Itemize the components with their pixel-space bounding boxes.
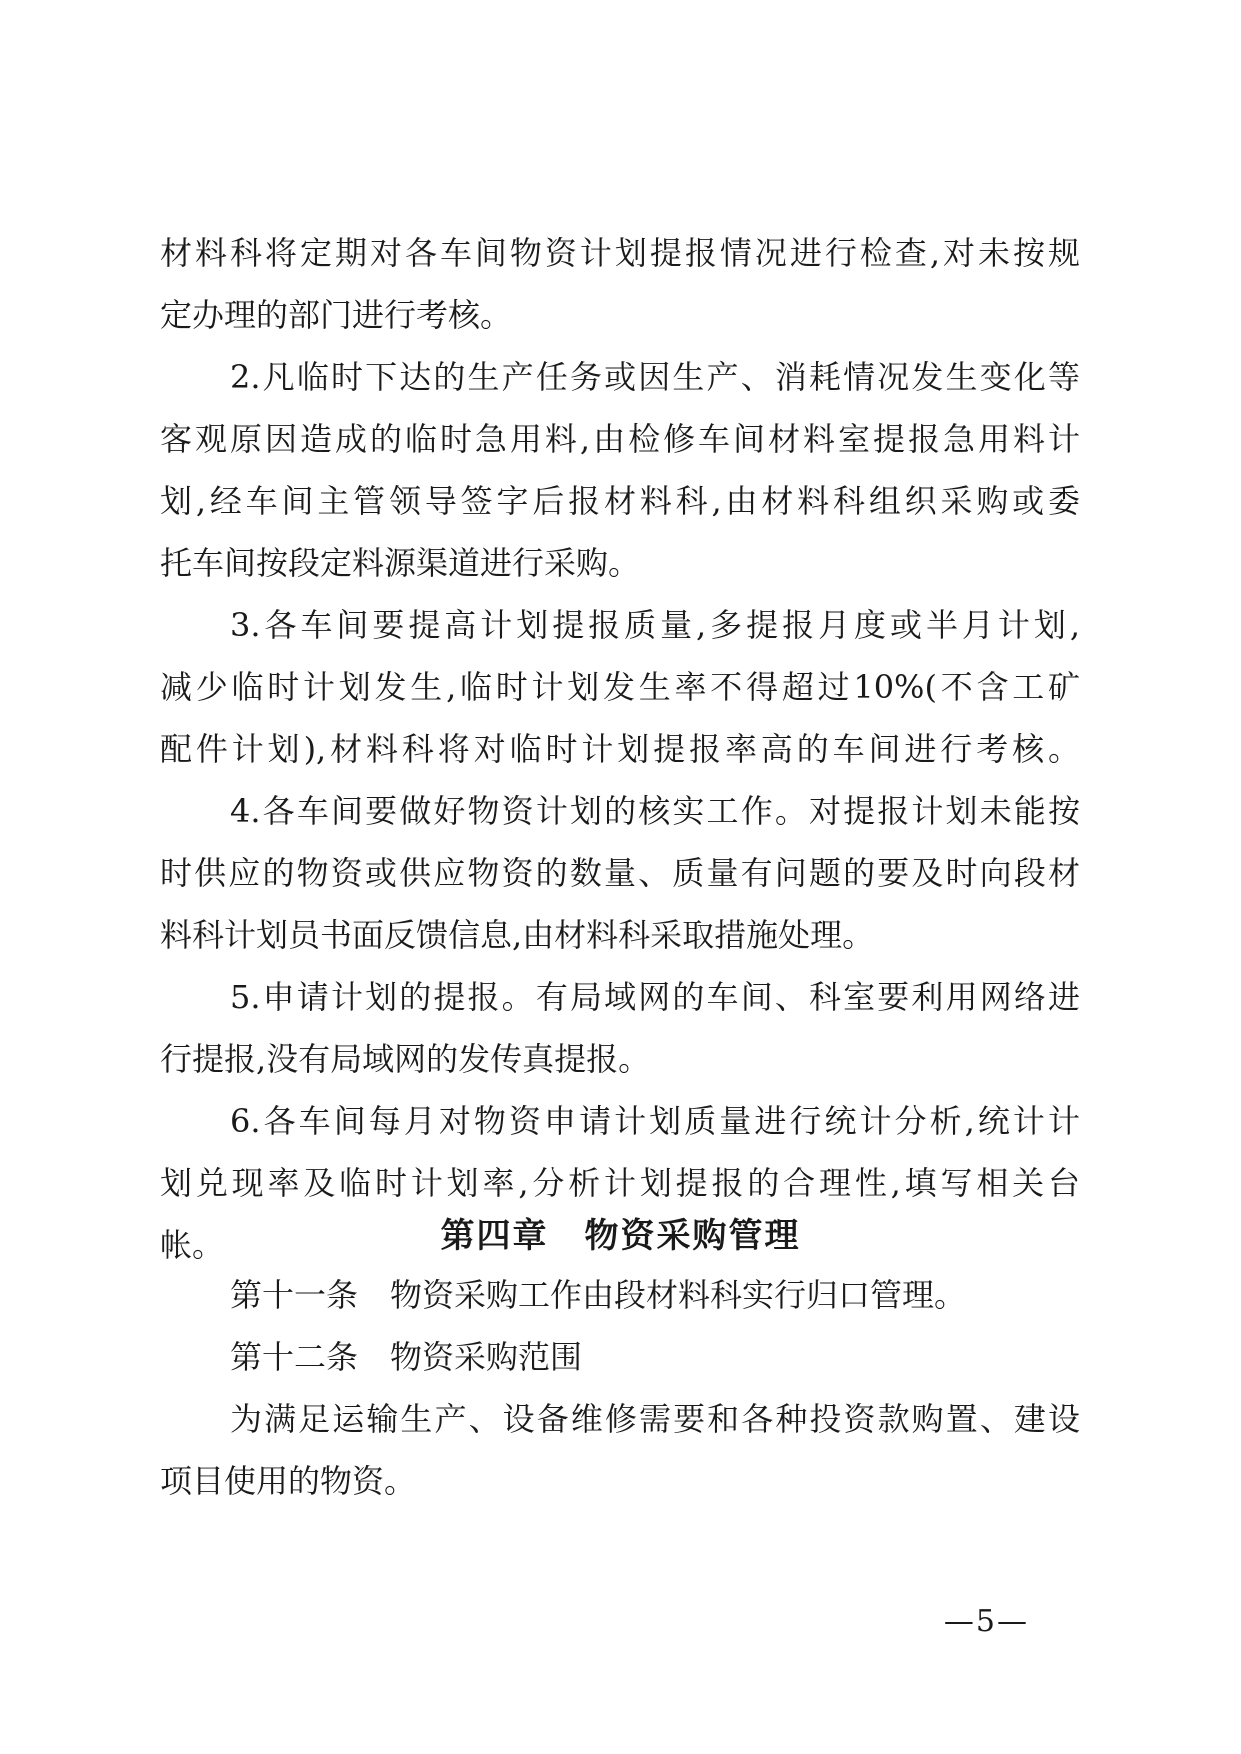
paragraph-line: 4.各车间要做好物资计划的核实工作。对提报计划未能按 bbox=[230, 792, 1080, 830]
paragraph-line: 2.凡临时下达的生产任务或因生产、消耗情况发生变化等 bbox=[230, 358, 1080, 396]
paragraph-line: 料科计划员书面反馈信息,由材料科采取措施处理。 bbox=[160, 916, 875, 954]
article-line: 第十二条 物资采购范围 bbox=[230, 1338, 583, 1376]
paragraph-line: 项目使用的物资。 bbox=[160, 1462, 417, 1500]
paragraph-line: 材料科将定期对各车间物资计划提报情况进行检查,对未按规 bbox=[160, 234, 1080, 272]
chapter-heading: 第四章 物资采购管理 bbox=[440, 1216, 801, 1256]
paragraph-line: 划兑现率及临时计划率,分析计划提报的合理性,填写相关台 bbox=[160, 1164, 1080, 1202]
paragraph-line: 定办理的部门进行考核。 bbox=[160, 296, 513, 334]
paragraph-line: 行提报,没有局域网的发传真提报。 bbox=[160, 1040, 651, 1078]
paragraph-line: 6.各车间每月对物资申请计划质量进行统计分析,统计计 bbox=[230, 1102, 1080, 1140]
paragraph-line: 3.各车间要提高计划提报质量,多提报月度或半月计划, bbox=[230, 606, 1080, 644]
paragraph-line: 划,经车间主管领导签字后报材料科,由材料科组织采购或委 bbox=[160, 482, 1080, 520]
chapter-section bbox=[160, 1264, 1080, 1512]
paragraph-line: 为满足运输生产、设备维修需要和各种投资款购置、建设 bbox=[230, 1400, 1080, 1438]
paragraph-line: 配件计划),材料科将对临时计划提报率高的车间进行考核。 bbox=[160, 730, 1080, 768]
article-line: 第十一条 物资采购工作由段材料科实行归口管理。 bbox=[230, 1276, 967, 1314]
paragraph-line: 时供应的物资或供应物资的数量、质量有问题的要及时向段材 bbox=[160, 854, 1080, 892]
paragraph-line: 帐。 bbox=[160, 1226, 225, 1264]
paragraph-line: 客观原因造成的临时急用料,由检修车间材料室提报急用料计 bbox=[160, 420, 1080, 458]
document-body bbox=[160, 222, 1080, 1276]
page-number: —5— bbox=[943, 1604, 1029, 1639]
paragraph-line: 减少临时计划发生,临时计划发生率不得超过10%(不含工矿 bbox=[160, 668, 1080, 706]
paragraph-line: 5.申请计划的提报。有局域网的车间、科室要利用网络进 bbox=[230, 978, 1080, 1016]
paragraph-line: 托车间按段定料源渠道进行采购。 bbox=[160, 544, 641, 582]
